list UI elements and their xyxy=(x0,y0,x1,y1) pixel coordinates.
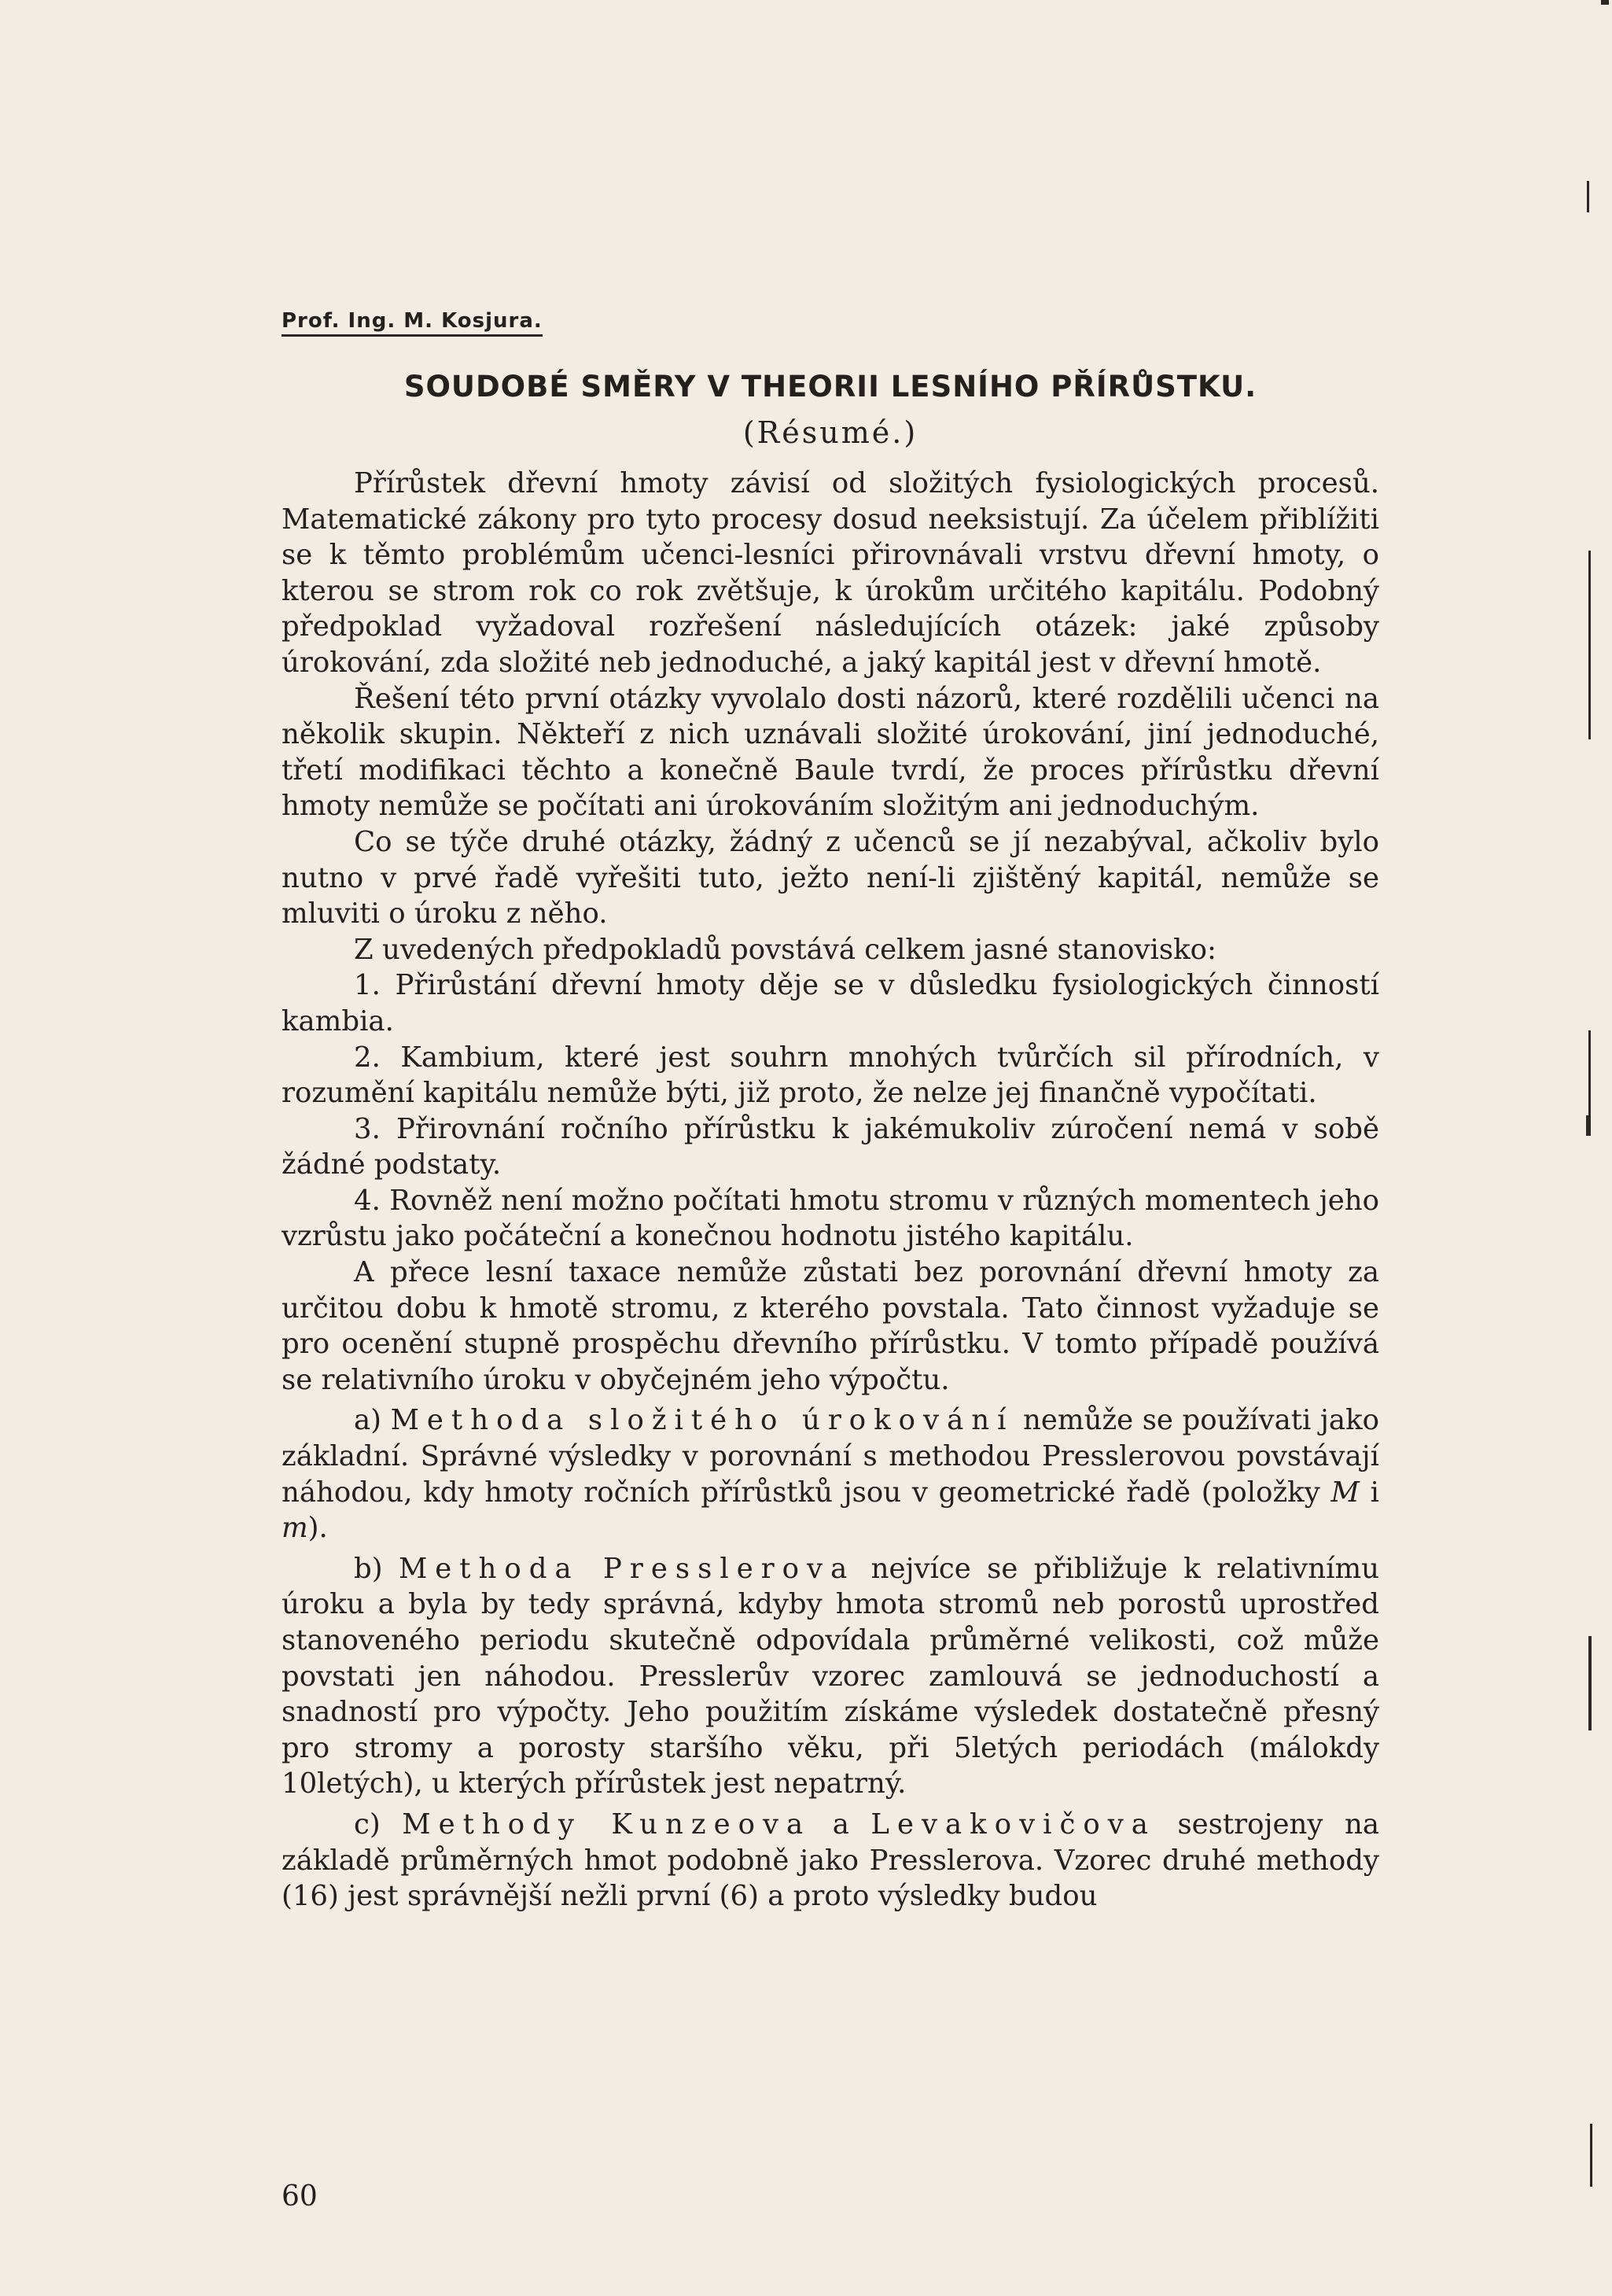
scan-edge-mark xyxy=(1590,2124,1592,2187)
author-line: Prof. Ing. M. Kosjura. xyxy=(282,309,543,337)
method-c-prefix: c) xyxy=(354,1808,381,1841)
article-body xyxy=(282,466,1379,1915)
method-a-text: nemůže se používati jako základní. Správné výsledky v porovnání s methodou Presslerovou povstávají náhodou, kdy hmoty ročních přírůstků jsou v geometrické řadě (položky xyxy=(282,1404,1379,1509)
method-c-text: sestrojeny na základě průměrných hmot podobně jako Presslerova. Vzorec druhé methody (16) jest správnější nežli první (6) a proto výsledky budou xyxy=(282,1808,1379,1913)
list-item-1: 1. Přirůstání dřevní hmoty děje se v důsledku fysiologických činností kambia. xyxy=(282,969,1379,1037)
variable-M: M xyxy=(1330,1476,1360,1509)
list-item-3: 3. Přirovnání ročního přírůstku k jakémukoliv zúročení nemá v sobě žádné podstaty. xyxy=(282,1112,1379,1181)
page-number: 60 xyxy=(282,2180,318,2213)
paragraph-intro: Přírůstek dřevní hmoty závisí od složitých fysiologických procesů. Matematické zákony pro tyto procesy dosud neeksistují. Za účelem přiblížiti se k těmto problémům učenci-lesníci přirovnávali vrstvu dřevní hmoty, o kterou se strom rok co rok zvětšuje, k úrokům určitého kapitálu. Podobný předpoklad vyžadoval rozřešení následujících otázek: jaké způsoby úrokování, zda složité neb jednoduché, a jaký kapitál jest v dřevní hmotě. xyxy=(282,467,1379,679)
paragraph-method-a xyxy=(282,1402,1379,1546)
scan-edge-mark xyxy=(1587,181,1589,212)
paragraph-second-question: Co se týče druhé otázky, žádný z učenců se jí nezabýval, ačkoliv bylo nutno v prvé řadě vyřešiti tuto, ježto není-li zjištěný kapitál, nemůže se mluviti o úroku z něho. xyxy=(282,825,1379,931)
scan-edge-mark xyxy=(1586,1115,1591,1136)
scan-edge-mark xyxy=(1588,1030,1591,1117)
scan-edge-mark xyxy=(1588,1636,1592,1730)
scan-edge-mark xyxy=(1601,0,1609,5)
method-a-end: ). xyxy=(307,1512,328,1545)
method-a-prefix: a) xyxy=(354,1404,382,1437)
paragraph-solution: Řešení této první otázky vyvolalo dosti názorů, které rozdělili učenci na několik skupin. Někteří z nich uznávali složité úrokování, jiní jednoduché, třetí modifikaci těchto a konečně Baule tvrdí, že proces přírůstku dřevní hmoty nemůže se počítati ani úrokováním složitým ani jednoduchým. xyxy=(282,682,1379,823)
list-item-4: 4. Rovněž není možno počítati hmotu stromu v různých momentech jeho vzrůstu jako počáteční a konečnou hodnotu jistého kapitálu. xyxy=(282,1184,1379,1253)
paragraph-taxation: A přece lesní taxace nemůže zůstati bez porovnání dřevní hmoty za určitou dobu k hmotě stromu, z kterého povstala. Tato činnost vyžaduje se pro ocenění stupně prospěchu dřevního přírůstku. V tomto případě používá se relativního úroku v obyčejném jeho výpočtu. xyxy=(282,1256,1379,1396)
method-a-name: Methoda složitého úrokování xyxy=(390,1404,1014,1437)
variable-m: m xyxy=(282,1512,308,1545)
conjunction-i: i xyxy=(1370,1476,1379,1509)
method-c-name-2: Levakovičova xyxy=(870,1808,1156,1841)
article-title: SOUDOBÉ SMĚRY V THEORII LESNÍHO PŘÍRŮSTKU. xyxy=(403,370,1257,404)
list-item-2: 2. Kambium, které jest souhrn mnohých tvůrčích sil přírodních, v rozumění kapitálu nemůže býti, již proto, že nelze jej finančně vypočítati. xyxy=(282,1041,1379,1110)
scan-edge-mark xyxy=(1588,551,1591,739)
method-c-and: a xyxy=(832,1808,849,1841)
method-b-text: nejvíce se přibližuje k relativnímu úroku a byla by tedy správná, kdyby hmota stromů neb porostů uprostřed stanoveného periodu skutečně odpovídala průměrné velikosti, což může povstati jen náhodou. Presslerův vzorec zamlouvá se jednoduchostí a snadností pro výpočty. Jeho použitím získáme výsledek dostatečně přesný pro stromy a porosty staršího věku, při 5letých periodách (málokdy 10letých), u kterých přírůstek jest nepatrný. xyxy=(282,1552,1379,1800)
paragraph-method-b xyxy=(282,1551,1379,1802)
article-subtitle: (Résumé.) xyxy=(742,415,918,450)
method-b-name: Methoda Presslerova xyxy=(398,1552,856,1585)
method-b-prefix: b) xyxy=(354,1552,383,1585)
method-c-name-1: Methody Kunzeova xyxy=(402,1808,812,1841)
paragraph-method-c xyxy=(282,1807,1379,1915)
paragraph-standpoint: Z uvedených předpokladů povstává celkem jasné stanovisko: xyxy=(354,933,1216,966)
